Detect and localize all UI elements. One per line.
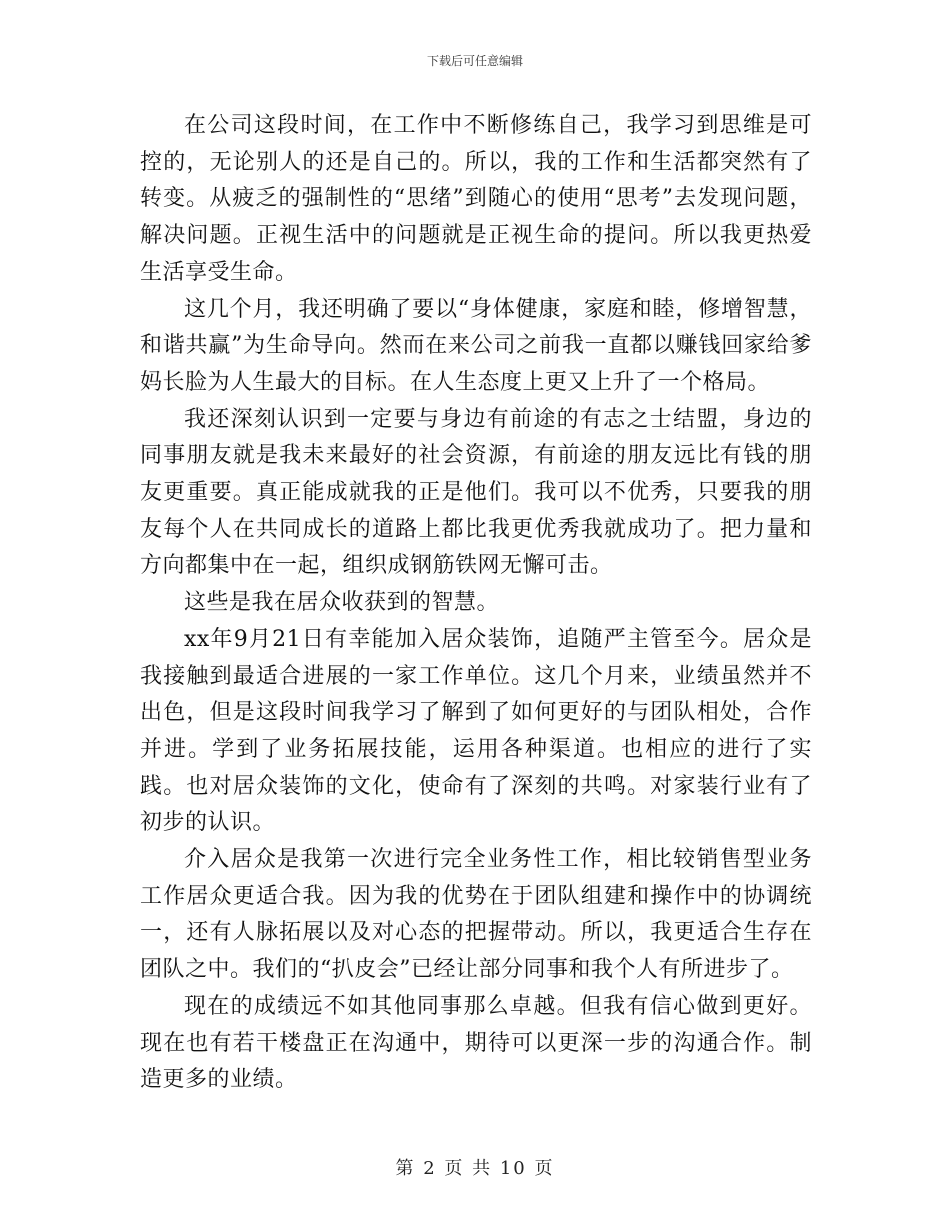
- paragraph-1: 在公司这段时间，在工作中不断修练自己，我学习到思维是可控的，无论别人的还是自己的。所以，我的工作和生活都突然有了转变。从疲乏的强制性的“思绪”到随心的使用“思考”去发现问题，解决问题。正视生活中的问题就是正视生命的提问。所以我更热爱生活享受生命。: [140, 113, 812, 285]
- paragraph-2: 这几个月，我还明确了要以“身体健康，家庭和睦，修增智慧，和谐共赢”为生命导向。然而在来公司之前我一直都以赚钱回家给爹妈长脸为人生最大的目标。在人生态度上更又上升了一个格局。: [140, 296, 812, 395]
- paragraph-5: xx年9月21日有幸能加入居众装饰，追随严主管至今。居众是我接触到最适合进展的一家工作单位。这几个月来，业绩虽然并不出色，但是这段时间我学习了解到了如何更好的与团队相处，合作并进。学到了业务拓展技能，运用各种渠道。也相应的进行了实践。也对居众装饰的文化，使命有了深刻的共鸣。对家装行业有了初步的认识。: [140, 626, 812, 836]
- paragraph-6: 介入居众是我第一次进行完全业务性工作，相比较销售型业务工作居众更适合我。因为我的优势在于团队组建和操作中的协调统一，还有人脉拓展以及对心态的把握带动。所以，我更适合生存在团队之中。我们的“扒皮会”已经让部分同事和我个人有所进步了。: [140, 847, 812, 983]
- page-footer: 第 2 页 共 10 页: [395, 1158, 555, 1179]
- paragraph-7: 现在的成绩远不如其他同事那么卓越。但我有信心做到更好。现在也有若干楼盘正在沟通中，期待可以更深一步的沟通合作。制造更多的业绩。: [140, 993, 812, 1093]
- page-header: 下载后可任意编辑: [426, 54, 523, 68]
- paragraph-3: 我还深刻认识到一定要与身边有前途的有志之士结盟，身边的同事朋友就是我未来最好的社会资源，有前途的朋友远比有钱的朋友更重要。真正能成就我的正是他们。我可以不优秀，只要我的朋友每个人在共同成长的道路上都比我更优秀我就成功了。把力量和方向都集中在一起，组织成钢筋铁网无懈可击。: [140, 406, 812, 579]
- document-body: [140, 108, 812, 1099]
- paragraph-4: 这些是我在居众收获到的智慧。: [184, 590, 500, 616]
